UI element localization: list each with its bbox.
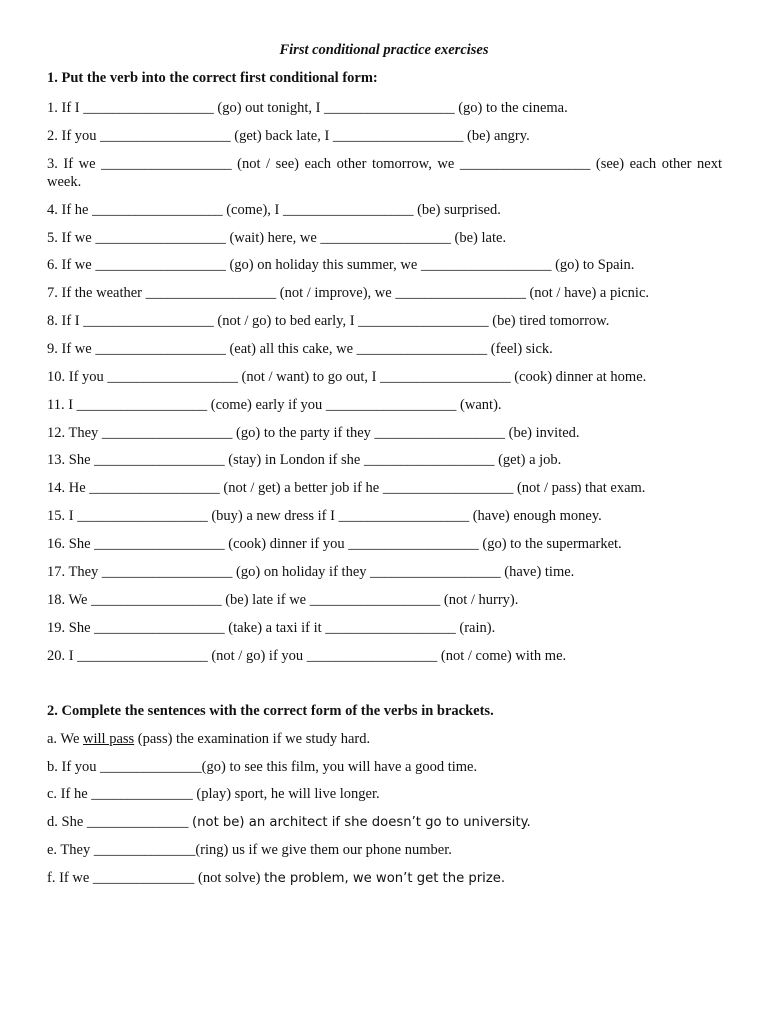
completion-text: c. If he ______________ (play) sport, he will live longer. <box>47 786 380 802</box>
completion-item <box>47 758 722 776</box>
exercise-item: 17. They __________________ (go) on holiday if they __________________ (have) time. <box>47 564 575 580</box>
completion-item <box>47 841 722 859</box>
exercise-item: 5. If we __________________ (wait) here, we __________________ (be) late. <box>47 230 507 246</box>
example-item <box>47 730 722 748</box>
completion-item <box>47 869 722 888</box>
exercise-item: 11. I __________________ (come) early if you __________________ (want). <box>47 397 502 413</box>
exercise-item: 19. She __________________ (take) a taxi if it __________________ (rain). <box>47 620 496 636</box>
exercise-item: 6. If we __________________ (go) on holiday this summer, we __________________ (go) to Spain. <box>47 257 635 273</box>
section1-heading: 1. Put the verb into the correct first conditional form: <box>47 70 378 86</box>
completion-item <box>47 813 722 832</box>
exercise-item: 13. She __________________ (stay) in London if she __________________ (get) a job. <box>47 452 562 468</box>
completion-text-tail: the problem, we won’t get the prize. <box>264 871 506 886</box>
exercise-item: 15. I __________________ (buy) a new dress if I __________________ (have) enough money. <box>47 508 602 524</box>
example-answer: will pass <box>83 731 135 747</box>
exercise-item: 18. We __________________ (be) late if we __________________ (not / hurry). <box>47 592 519 608</box>
exercise-item: 20. I __________________ (not / go) if you __________________ (not / come) with me. <box>47 648 567 664</box>
exercise-item: 3. If we __________________ (not / see) each other tomorrow, we __________________ (see) each other next week. <box>47 156 722 190</box>
exercise-item: 12. They __________________ (go) to the party if they __________________ (be) invited. <box>47 425 580 441</box>
section2-heading: 2. Complete the sentences with the correct form of the verbs in brackets. <box>47 703 494 719</box>
page-title: First conditional practice exercises <box>279 42 489 58</box>
completion-text-tail: (not be) an architect if she doesn’t go to university. <box>192 815 531 830</box>
completion-text: d. She ______________ <box>47 814 192 830</box>
exercise-item: 8. If I __________________ (not / go) to bed early, I __________________ (be) tired tomorrow. <box>47 313 610 329</box>
example-prefix: a. We <box>47 731 84 747</box>
completion-text: f. If we ______________ (not solve) <box>47 870 265 886</box>
exercise-item: 16. She __________________ (cook) dinner if you __________________ (go) to the supermarket. <box>47 536 622 552</box>
exercise-item: 7. If the weather __________________ (not / improve), we __________________ (not / have) a picnic. <box>47 285 650 301</box>
exercise-item: 9. If we __________________ (eat) all this cake, we __________________ (feel) sick. <box>47 341 553 357</box>
example-suffix: (pass) the examination if we study hard. <box>134 731 371 747</box>
exercise-item: 10. If you __________________ (not / want) to go out, I __________________ (cook) dinner at home. <box>47 369 647 385</box>
completion-text: b. If you ______________(go) to see this film, you will have a good time. <box>47 759 478 775</box>
completion-text: e. They ______________(ring) us if we give them our phone number. <box>47 842 452 858</box>
exercise-item: 14. He __________________ (not / get) a better job if he __________________ (not / pass) that exam. <box>47 480 646 496</box>
exercise-item: 1. If I __________________ (go) out tonight, I __________________ (go) to the cinema. <box>47 100 568 116</box>
exercise-item: 2. If you __________________ (get) back late, I __________________ (be) angry. <box>47 128 530 144</box>
exercise-item: 4. If he __________________ (come), I __________________ (be) surprised. <box>47 202 501 218</box>
completion-item <box>47 785 722 803</box>
